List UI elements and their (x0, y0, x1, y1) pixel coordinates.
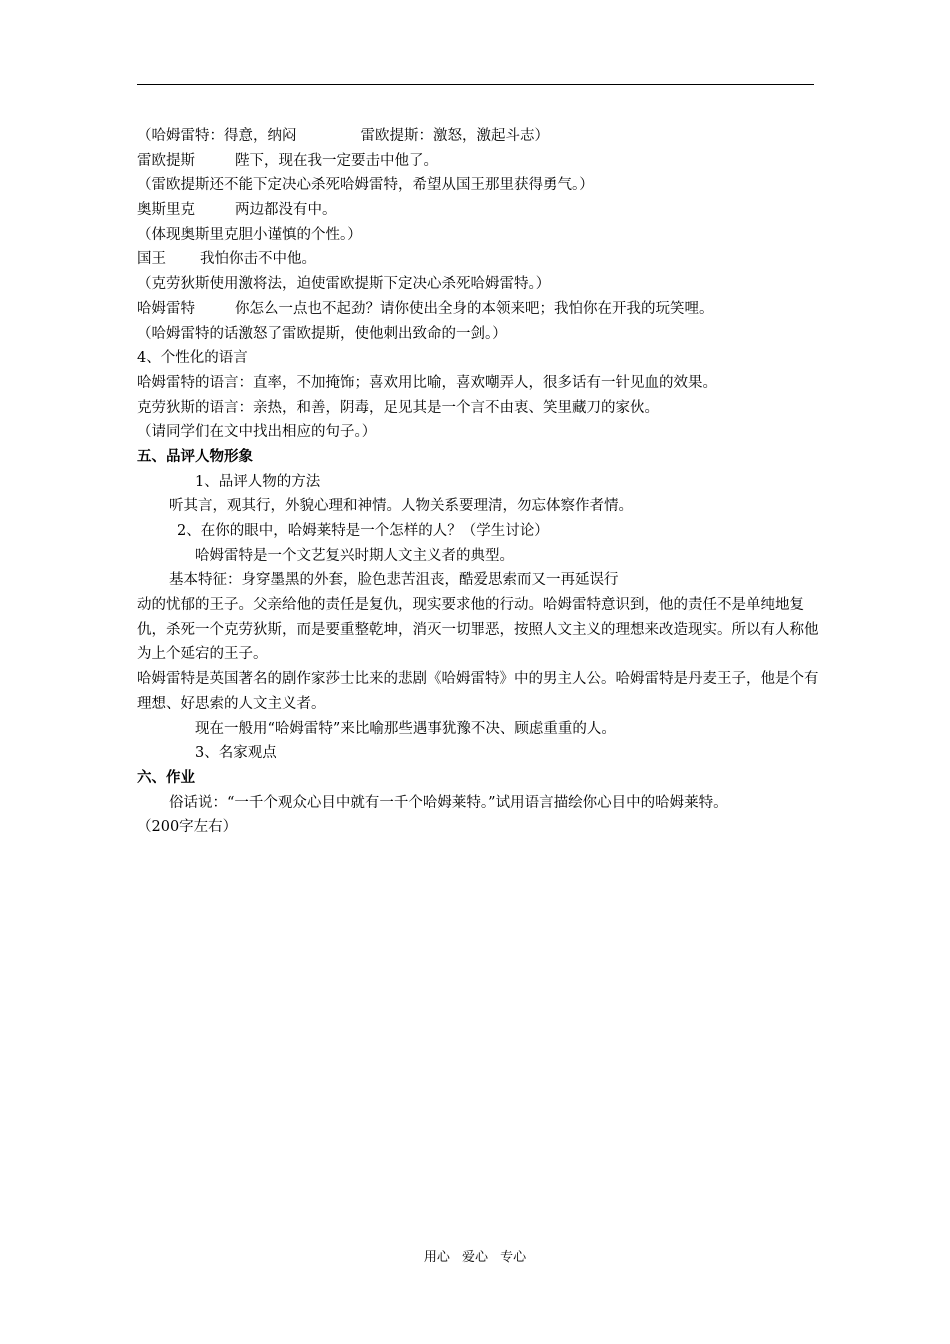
speech-text: 陛下，现在我一定要击中他了。 (235, 152, 438, 169)
speaker-name: 雷欧提斯 (137, 152, 195, 169)
method-text: 听其言，观其行，外貌心理和神情。人物关系要理清，勿忘体察作者情。 (169, 498, 633, 515)
speaker-name: 奥斯里克 (137, 202, 195, 219)
speaker-name: 国王 (137, 251, 166, 268)
speaker-name: 哈姆雷特 (137, 300, 195, 317)
hamlet-language-text: 哈姆雷特的语言：直率，不加掩饰；喜欢用比喻，喜欢嘲弄人，很多话有一针见血的效果。 (137, 374, 717, 391)
usage-text: 现在一般用“哈姆雷特”来比喻那些遇事犹豫不决、顾虑重重的人。 (195, 720, 616, 737)
emotion-note-line (137, 124, 827, 149)
dialogue-line-king (137, 247, 827, 272)
analysis-note: （雷欧提斯还不能下定决心杀死哈姆雷特，希望从国王那里获得勇气。） (137, 177, 594, 194)
footer-text-3: 专心 (500, 1250, 527, 1265)
claudius-language-text: 克劳狄斯的语言：亲热，和善，阴毒，足见其是一个言不由衷、笑里藏刀的家伙。 (137, 399, 659, 416)
speech-text: 我怕你击不中他。 (200, 251, 316, 268)
footer-text-2: 爱心 (461, 1250, 488, 1265)
features-first-line: 基本特征：身穿墨黑的外套，脸色悲苦沮丧，酷爱思索而又一再延误行 (169, 572, 619, 589)
features-paragraph: 动的忧郁的王子。父亲给他的责任是复仇，现实要求他的行动。哈姆雷特意识到，他的责任不是单纯地复仇，杀死一个克劳狄斯，而是要重整乾坤，消灭一切罪恶，按照人文主义的理想来改造现实。所以有人称他为上个延宕的王子。 (137, 597, 819, 663)
header-rule (137, 84, 814, 85)
subsection-1-title: 1、品评人物的方法 (195, 473, 321, 490)
speech-text: 两边都没有中。 (235, 202, 337, 219)
dialogue-line-osric (137, 198, 827, 223)
emotion-note-hamlet: （哈姆雷特：得意，纳闷 (137, 128, 297, 144)
page-footer (0, 1248, 950, 1268)
homework-task: 俗话说：“一千个观众心目中就有一千个哈姆莱特。”试用语言描绘你心目中的哈姆莱特。 (169, 794, 728, 811)
subsection-2-title: 2、在你的眼中，哈姆莱特是一个怎样的人？（学生讨论） (177, 523, 549, 539)
dialogue-line-hamlet (137, 297, 827, 322)
homework-length: （200字左右） (137, 819, 238, 836)
typical-text: 哈姆雷特是一个文艺复兴时期人文主义者的典型。 (195, 547, 514, 564)
subsection-3-title: 3、名家观点 (195, 745, 277, 762)
analysis-note: （哈姆雷特的话激怒了雷欧提斯，使他刺出致命的一剑。） (137, 325, 507, 342)
emotion-note-laertes: 雷欧提斯：激怒，激起斗志） (360, 128, 549, 144)
section-6-heading: 六、作业 (137, 769, 195, 786)
footer-text-1: 用心 (423, 1250, 450, 1265)
analysis-note: （体现奥斯里克胆小谨慎的个性。） (137, 226, 362, 243)
section-4-title: 4、个性化的语言 (137, 350, 248, 367)
dialogue-line-laertes (137, 149, 827, 174)
speech-text: 你怎么一点也不起劲？请你使出全身的本领来吧；我怕你在开我的玩笑哩。 (235, 300, 714, 317)
analysis-note: （克劳狄斯使用激将法，迫使雷欧提斯下定决心杀死哈姆雷特。） (137, 276, 551, 293)
hamlet-intro-paragraph: 哈姆雷特是英国著名的剧作家莎士比来的悲剧《哈姆雷特》中的男主人公。哈姆雷特是丹麦王子，他是个有理想、好思索的人文主义者。 (137, 671, 819, 712)
section-5-heading: 五、品评人物形象 (137, 448, 253, 465)
document-body (137, 124, 827, 840)
student-instruction: （请同学们在文中找出相应的句子。） (137, 424, 377, 441)
